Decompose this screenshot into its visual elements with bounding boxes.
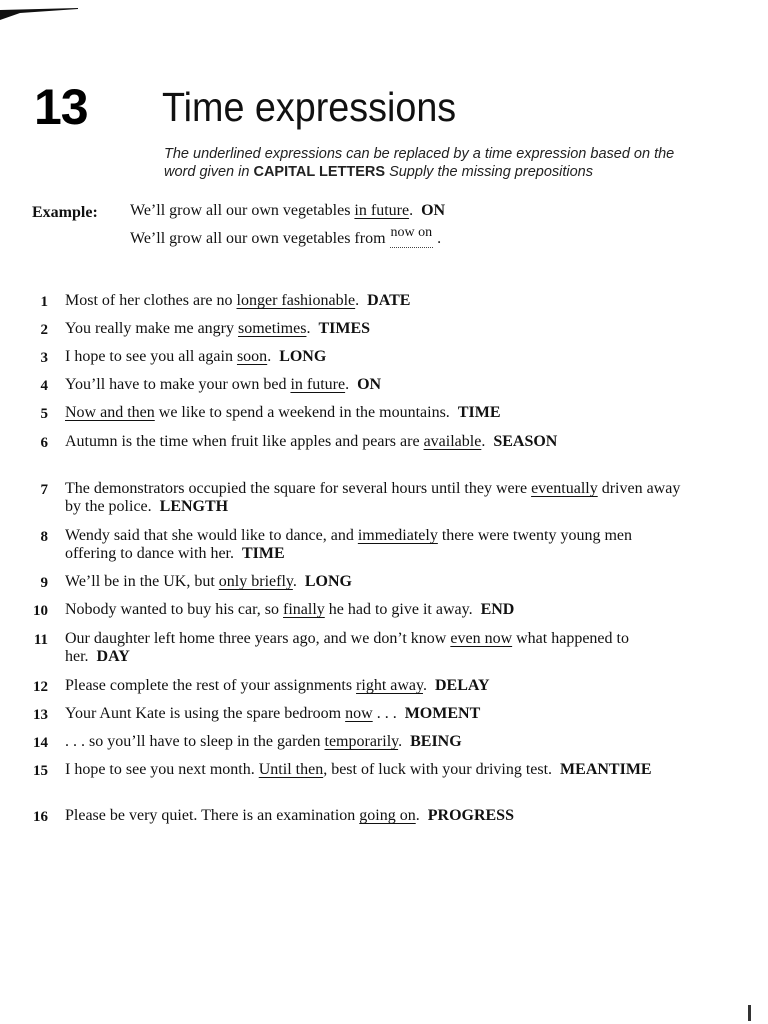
item-sentence [65, 573, 685, 591]
item-text-end: , best of luck with your driving test. [323, 761, 553, 778]
item-underlined: right away [356, 677, 423, 694]
example-answer-punct: . [433, 230, 442, 247]
item-number: 11 [33, 632, 48, 648]
item-underlined: in future [290, 376, 346, 393]
item-text-end: driven away by the police. [65, 480, 681, 515]
example-answer-blank [390, 225, 434, 248]
item-sentence [65, 348, 685, 366]
item-text-end: he had to give it away. [324, 601, 473, 618]
item-text: You’ll have to make your own bed [65, 376, 291, 393]
item-text-end: . [345, 376, 350, 393]
item-number: 7 [40, 482, 48, 498]
item-sentence [65, 677, 685, 695]
item-number: 8 [40, 529, 48, 545]
item-underlined: soon [236, 348, 268, 365]
item-text-end: . [398, 733, 403, 750]
item-sentence [65, 733, 685, 751]
item-number: 5 [40, 406, 48, 422]
item-keyword: TIME [241, 545, 285, 562]
item-keyword: MEANTIME [560, 761, 652, 778]
example-sentence [130, 202, 445, 220]
item-underlined: temporarily [324, 733, 399, 750]
item-keyword: ON [357, 376, 382, 393]
item-sentence [65, 601, 685, 619]
item-underlined: even now [450, 630, 513, 647]
item-sentence [65, 630, 685, 666]
item-number: 15 [33, 763, 48, 779]
item-text-end: . [267, 348, 272, 365]
example-underlined: in future [354, 202, 410, 219]
example-text: We’ll grow all our own vegetables [130, 202, 355, 219]
instructions-caps: CAPITAL LETTERS [253, 164, 386, 180]
item-number: 4 [40, 378, 48, 394]
item-text: The demonstrators occupied the square for several hours until they were [65, 480, 532, 497]
item-keyword: LENGTH [159, 498, 229, 515]
item-underlined: finally [283, 601, 325, 618]
instructions-text-end: Supply the missing prepositions [385, 164, 593, 180]
example-answer-sentence [130, 225, 442, 248]
item-keyword: END [480, 601, 515, 618]
item-text-end: . [292, 573, 297, 590]
item-text: I hope to see you next month. [65, 761, 259, 778]
item-keyword: DAY [96, 648, 130, 665]
item-text: Wendy said that she would like to dance, and [65, 527, 358, 544]
scan-edge-mark [0, 6, 78, 20]
item-sentence [65, 705, 685, 723]
item-text: Nobody wanted to buy his car, so [65, 601, 283, 618]
item-sentence [65, 433, 685, 451]
item-keyword: LONG [279, 348, 327, 365]
item-text-end: . . . [372, 705, 397, 722]
item-underlined: longer fashionable [236, 292, 356, 309]
item-underlined: only briefly [218, 573, 293, 590]
item-number: 3 [40, 350, 48, 366]
item-text-end: . [306, 320, 311, 337]
item-keyword: TIMES [318, 320, 371, 337]
item-text-end: we like to spend a weekend in the mountains. [154, 404, 450, 421]
item-keyword: MOMENT [404, 705, 481, 722]
item-number: 12 [33, 679, 48, 695]
item-sentence [65, 527, 685, 563]
item-keyword: LONG [304, 573, 352, 590]
item-sentence [65, 404, 685, 422]
item-number: 2 [40, 322, 48, 338]
item-text: Your Aunt Kate is using the spare bedroom [65, 705, 346, 722]
example-answer: now on [390, 225, 433, 240]
item-underlined: immediately [357, 527, 438, 544]
item-text-end: . [481, 433, 486, 450]
item-keyword: TIME [457, 404, 501, 421]
item-text: Most of her clothes are no [65, 292, 237, 309]
unit-title: Time expressions [162, 84, 457, 130]
item-sentence [65, 480, 685, 516]
item-number: 16 [33, 809, 48, 825]
item-text: Autumn is the time when fruit like apples and pears are [65, 433, 424, 450]
instructions-text: The underlined expressions can be replaced by a time expression based on the word given in [164, 146, 675, 180]
item-sentence [65, 761, 685, 779]
unit-number: 13 [34, 79, 88, 135]
item-underlined: going on [359, 807, 416, 824]
item-number: 6 [40, 435, 48, 451]
item-text: I hope to see you all again [65, 348, 237, 365]
item-sentence [65, 807, 685, 825]
item-keyword: SEASON [493, 433, 558, 450]
item-number: 13 [33, 707, 48, 723]
scan-corner-mark [748, 1005, 751, 1021]
item-sentence [65, 320, 685, 338]
item-underlined: eventually [531, 480, 598, 497]
item-number: 14 [33, 735, 48, 751]
item-underlined: available [423, 433, 482, 450]
example-answer-text: We’ll grow all our own vegetables from [130, 230, 390, 247]
item-keyword: DELAY [434, 677, 490, 694]
item-underlined: Until then [258, 761, 324, 778]
item-text: Please be very quiet. There is an examination [65, 807, 360, 824]
item-text: Please complete the rest of your assignments [65, 677, 357, 694]
item-text: Our daughter left home three years ago, and we don’t know [65, 630, 451, 647]
item-text: We’ll be in the UK, but [65, 573, 219, 590]
example-keyword: ON [421, 202, 446, 219]
item-number: 10 [33, 603, 48, 619]
item-number: 9 [40, 575, 48, 591]
item-text-end: . [415, 807, 420, 824]
item-keyword: PROGRESS [427, 807, 514, 824]
item-underlined: now [345, 705, 373, 722]
item-sentence [65, 376, 685, 394]
item-text: You really make me angry [65, 320, 238, 337]
example-punct: . [409, 202, 414, 219]
item-underlined: sometimes [238, 320, 307, 337]
item-text: . . . so you’ll have to sleep in the garden [65, 733, 325, 750]
example-label: Example: [32, 204, 98, 221]
item-sentence [65, 292, 685, 310]
instructions [164, 145, 704, 181]
item-keyword: BEING [410, 733, 462, 750]
item-text-end: . [422, 677, 427, 694]
item-underlined: Now and then [65, 404, 155, 421]
item-text-end: . [355, 292, 360, 309]
item-text-end: what happened to her. [65, 630, 629, 665]
item-keyword: DATE [367, 292, 411, 309]
item-text-end: there were twenty young men offering to dance with her. [65, 527, 632, 562]
item-number: 1 [40, 294, 48, 310]
